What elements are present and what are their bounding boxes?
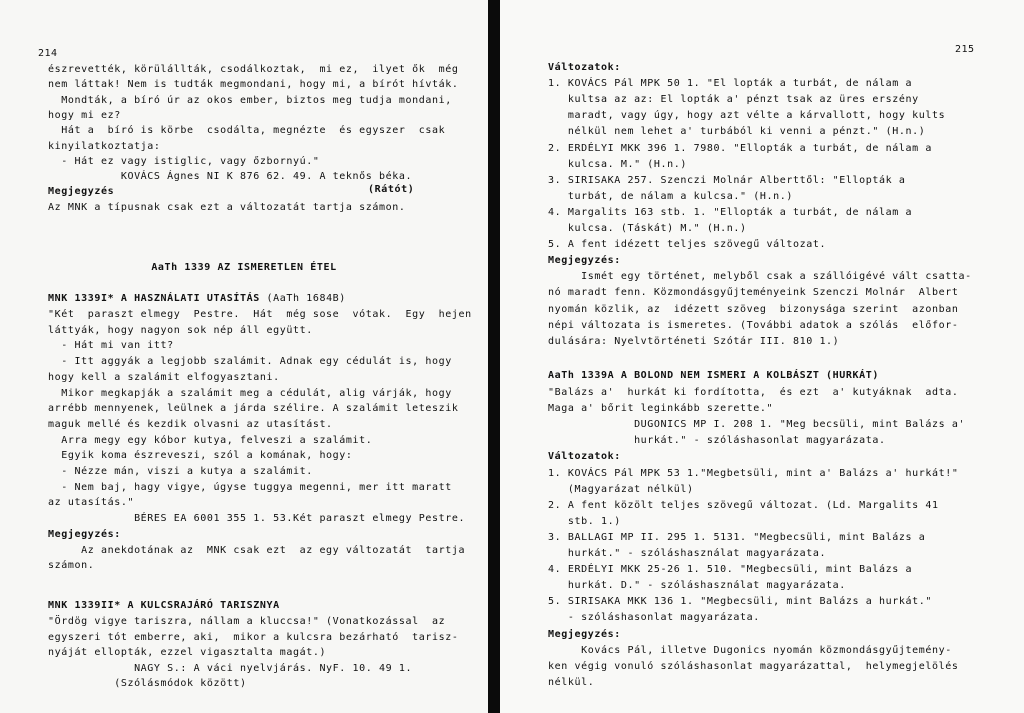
text-line: hurkát." - szóláshasonlat magyarázata.	[548, 435, 886, 447]
text-line: Megjegyzés:	[548, 628, 621, 640]
section-title-1339: AaTh 1339 AZ ISMERETLEN ÉTEL	[151, 262, 337, 273]
text-line: - szóláshasonlat magyarázata.	[548, 612, 760, 624]
left-page	[0, 0, 488, 713]
text-line: Megjegyzés:	[548, 255, 621, 267]
text-line: DUGONICS MP I. 208 1. "Meg becsüli, mint Balázs a'	[548, 419, 966, 431]
text-line: Változatok:	[548, 451, 621, 463]
text-line: nyomán közlik, az idézett szöveg bizonyságа szerint azonban	[548, 303, 959, 315]
text-line: (Szólásmódok között)	[48, 678, 247, 689]
text-line: "Ördög vigye tariszra, nállam a kluccsa!" (Vonatkozással az	[48, 616, 446, 627]
text-line: láttyák, hogy nagyon sok nép áll együtt.	[48, 324, 313, 336]
text-line: 2. ERDÉLYI MKK 396 1. 7980. "Ellopták a turbát, de nálam a	[548, 142, 932, 154]
text-line: egyszeri tót emberre, aki, mikor a kulcsra bezárható tarisz-	[48, 631, 459, 643]
text-line: Az MNK a típusnak csak ezt a változatát tartja számon.	[48, 201, 406, 213]
text-line: Egyik koma észreveszi, szól a komának, hogy:	[48, 450, 353, 462]
text-line: - Nem baj, hagy vigye, úgyse tuggya megenni, mer itt maratt	[48, 481, 452, 493]
heading-1339I-ref: (AaTh 1684B)	[259, 293, 346, 304]
text-line: Ismét egy történet, melyből csak a szállóigévé vált csatta-	[548, 271, 972, 283]
text-line: hurkát." - szóláshasználat magyarázata.	[548, 548, 827, 559]
text-line: 1. KOVÁCS Pál MPK 53 1."Megbetsüli, mint a' Balázs a' hurkát!"	[548, 467, 959, 479]
text-line: 4. Margalits 163 stb. 1. "Ellopták a turbát, de nálam a	[548, 206, 913, 218]
text-line: dulására: Nyelvtörténeti Szótár III. 810 1.)	[548, 335, 840, 347]
text-line: "Balázs a' hurkát ki fordította, és ezt a' kutyáknak adta.	[548, 387, 959, 398]
text-line: észrevették, körülállták, csodálkoztak, mi ez, ilyet ők még	[48, 64, 459, 75]
text-line: hogy kell a szalámit elfogyasztani.	[48, 371, 280, 383]
book-gutter	[488, 0, 500, 713]
right-page	[500, 0, 1024, 713]
page-number: 215	[955, 44, 975, 55]
text-line: 2. A fent közölt teljes szövegű változat. (Ld. Margalits 41	[548, 499, 939, 511]
text-line: Mikor megkapják a szalámit meg a cédulát, alig várják, hogy	[48, 387, 452, 399]
text-line: - Nézze mán, viszi a kutya a szalámit.	[48, 466, 313, 477]
text-line: BÉRES EA 6001 355 1. 53.Két paraszt elmegy Pestre.	[48, 513, 466, 525]
text-line: Megjegyzés:	[48, 528, 121, 540]
text-line: számon.	[48, 560, 95, 572]
text-line: 5. SIRISAKA MKK 136 1. "Megbecsüli, mint Balázs a hurkát."	[548, 596, 932, 608]
text-line: hogy mi ez?	[48, 109, 121, 121]
text-line: kulcsa. M." (H.n.)	[548, 158, 688, 170]
text-line: ken végig vonuló szóláshasonlat magyarázattal, helymegjelölés	[548, 660, 959, 672]
text-line: NAGY S.: A váci nyelvjárás. NyF. 10. 49 1.	[48, 662, 413, 674]
heading-1339A: AaTh 1339A A BOLOND NEM ISMERI A KOLBÁSZT (HURKÁT)	[548, 370, 880, 381]
text-line: arrébb mennyenek, leülnek a járda szélire. A szalámit leteszik	[48, 403, 459, 415]
text-line: - Hát mi van itt?	[48, 340, 174, 352]
text-line: 3. BALLAGI MP II. 295 1. 5131. "Megbecsüli, mint Balázs a	[548, 531, 926, 543]
heading-1339II: MNK 1339II* A KULCSRAJÁRÓ TARISZNYA	[48, 600, 280, 611]
text-line: Maga a' bőrit leginkább szerette."	[548, 403, 774, 415]
heading-1339I-code: MNK 1339I* A HASZNÁLATI UTASÍTÁS	[48, 293, 260, 304]
text-line: az utasítás."	[48, 497, 135, 509]
text-line: 1. KOVÁCS Pál MPK 50 1. "El lopták a turbát, de nálam a	[548, 78, 913, 90]
text-line: 5. A fent idézett teljes szövegű változat.	[548, 239, 827, 251]
text-line: 4. ERDÉLYI MKK 25-26 1. 510. "Megbecsüli, mint Balázs a	[548, 564, 913, 576]
text-line: - Itt aggyák a legjobb szalámit. Adnak egy cédulát is, hogy	[48, 356, 452, 368]
text-line: nélkül.	[548, 676, 595, 688]
text-line: Az anekdotának az MNK csak ezt az egy változatát tartja	[48, 544, 466, 556]
text-line: népi változata is ismeretes. (További adatok a szólás előfor-	[548, 319, 959, 331]
text-line: Megjegyzés	[48, 186, 115, 198]
text-line: nó maradt fenn. Közmondásgyűjteményeink Szenczi Molnár Albert	[548, 287, 959, 299]
text-line: maradt, vagy úgy, hogy azt vélte a kárvallott, hogy kults	[548, 110, 946, 122]
text-line: 3. SIRISAKA 257. Szenczi Molnár Alberttől: "Ellopták a	[548, 174, 906, 186]
text-line: Arra megy egy kóbor kutya, felveszi a szalámit.	[48, 434, 373, 446]
text-line: kultsa az az: El lopták a' pénzt tsak az üres erszény	[548, 94, 919, 106]
text-line: hurkát. D." - szóláshasználat magyarázata.	[548, 580, 846, 592]
place-label: (Rátót)	[368, 184, 415, 195]
text-line: nem láttak! Nem is tudták megmondani, hogy mi, a bírót hívták.	[48, 79, 459, 91]
text-line: nyáját ellopták, ezzel vigasztalta magát.)	[48, 647, 327, 658]
text-line: - Hát ez vagy istiglic, vagy őzbornyú."	[48, 155, 320, 167]
text-line: KOVÁCS Ágnes NI K 876 62. 49. A teknős béka.	[48, 171, 413, 183]
text-line: Hát a bíró is körbe csodálta, megnézte és egyszer csak	[48, 125, 446, 137]
text-line: Változatok:	[548, 62, 621, 73]
text-line: kulcsa. (Táskát) M." (H.n.)	[548, 223, 747, 234]
text-line: Mondták, a bíró úr az okos ember, biztos meg tudja mondani,	[48, 94, 452, 106]
text-line: turbát, de nálam a kulcsa." (H.n.)	[548, 190, 793, 202]
text-line: nélkül nem lehet a' turbából ki venni a pénzt." (H.n.)	[548, 126, 926, 138]
text-line: (Magyarázat nélkül)	[548, 483, 694, 495]
text-line: maguk mellé és kezdik olvasni az utasítást.	[48, 418, 333, 430]
text-line: kinyilatkoztatja:	[48, 140, 161, 152]
text-line: "Két paraszt elmegy Pestre. Hát még sose vótak. Egy hejen	[48, 309, 472, 320]
heading-1339I	[48, 293, 346, 305]
page-number: 214	[38, 48, 58, 59]
text-line: stb. 1.)	[548, 515, 621, 527]
text-line: Kovács Pál, illetve Dugonics nyomán közmondásgyűjtemény-	[548, 644, 952, 656]
